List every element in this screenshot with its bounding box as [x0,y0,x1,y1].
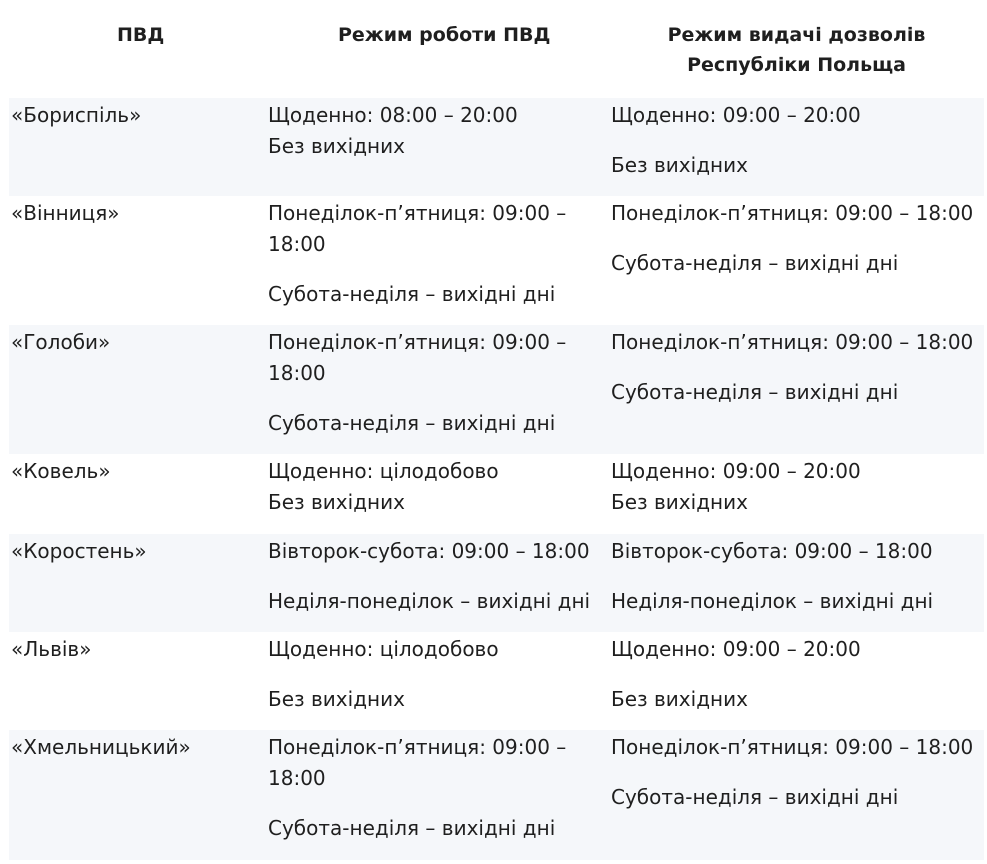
permit-mode-line: Неділя-понеділок – вихідні дні [611,589,934,613]
work-mode-line: Вівторок-субота: 09:00 – 18:00 [268,539,590,563]
checkpoint-schedule-table [9,0,984,860]
permit-mode-line: Без вихідних [611,490,748,514]
work-mode-line: Щоденно: 08:00 – 20:00 [268,103,518,127]
header-work-mode: Режим роботи ПВД [338,24,551,46]
permit-mode-line: Щоденно: 09:00 – 20:00 [611,637,861,661]
checkpoint-name: «Вінниця» [11,201,120,225]
work-mode-line: Субота-неділя – вихідні дні [268,816,556,840]
checkpoint-name: «Хмельницький» [11,735,191,759]
work-mode-line: Щоденно: цілодобово [268,459,499,483]
header-permit-mode [609,0,984,98]
table-row [9,98,984,196]
checkpoint-name: «Голоби» [11,330,111,354]
permit-mode-line: Щоденно: 09:00 – 20:00 [611,103,861,127]
work-mode-line: Без вихідних [268,134,405,158]
permit-mode-cell [609,198,984,325]
work-mode-cell [266,536,609,632]
permit-mode-cell [609,634,984,730]
work-mode-line: Неділя-понеділок – вихідні дні [268,589,591,613]
work-mode-line: Понеділок-п’ятниця: 09:00 – [268,330,567,354]
work-mode-cell [266,732,609,860]
permit-mode-line: Субота-неділя – вихідні дні [611,251,899,275]
work-mode-cell [266,198,609,325]
work-mode-line: Понеділок-п’ятниця: 09:00 – [268,201,567,225]
work-mode-line: Субота-неділя – вихідні дні [268,282,556,306]
checkpoint-name: «Коростень» [11,539,147,563]
work-mode-line: Без вихідних [268,490,405,514]
table-row [9,534,984,632]
table-row [9,632,984,730]
checkpoint-name: «Бориспіль» [11,103,142,127]
table-row [9,454,984,534]
header-permit-mode-line2: Польща [817,54,906,76]
permit-mode-line: Щоденно: 09:00 – 20:00 [611,459,861,483]
work-mode-cell [266,456,609,534]
permit-mode-cell [609,327,984,454]
work-mode-line: Без вихідних [268,687,405,711]
table-row [9,730,984,860]
permit-mode-line: Понеділок-п’ятниця: 09:00 – 18:00 [611,201,974,225]
permit-mode-line: Понеділок-п’ятниця: 09:00 – 18:00 [611,330,974,354]
table-row [9,325,984,454]
work-mode-line: 18:00 [268,232,326,256]
header-checkpoint: ПВД [117,24,165,46]
table-row [9,196,984,325]
permit-mode-cell [609,536,984,632]
permit-mode-cell [609,732,984,860]
permit-mode-line: Субота-неділя – вихідні дні [611,785,899,809]
work-mode-line: Субота-неділя – вихідні дні [268,411,556,435]
permit-mode-cell [609,456,984,534]
permit-mode-line: Без вихідних [611,153,748,177]
header-permit-mode-line1: Режим видачі дозволів Республіки [667,24,926,76]
work-mode-line: 18:00 [268,766,326,790]
permit-mode-cell [609,100,984,196]
work-mode-line: Понеділок-п’ятниця: 09:00 – [268,735,567,759]
permit-mode-line: Вівторок-субота: 09:00 – 18:00 [611,539,933,563]
work-mode-cell [266,634,609,730]
work-mode-line: Щоденно: цілодобово [268,637,499,661]
permit-mode-line: Без вихідних [611,687,748,711]
checkpoint-name: «Ковель» [11,459,111,483]
permit-mode-line: Субота-неділя – вихідні дні [611,380,899,404]
table-header [9,0,984,98]
work-mode-cell [266,100,609,196]
permit-mode-line: Понеділок-п’ятниця: 09:00 – 18:00 [611,735,974,759]
work-mode-cell [266,327,609,454]
work-mode-line: 18:00 [268,361,326,385]
checkpoint-name: «Львів» [11,637,92,661]
